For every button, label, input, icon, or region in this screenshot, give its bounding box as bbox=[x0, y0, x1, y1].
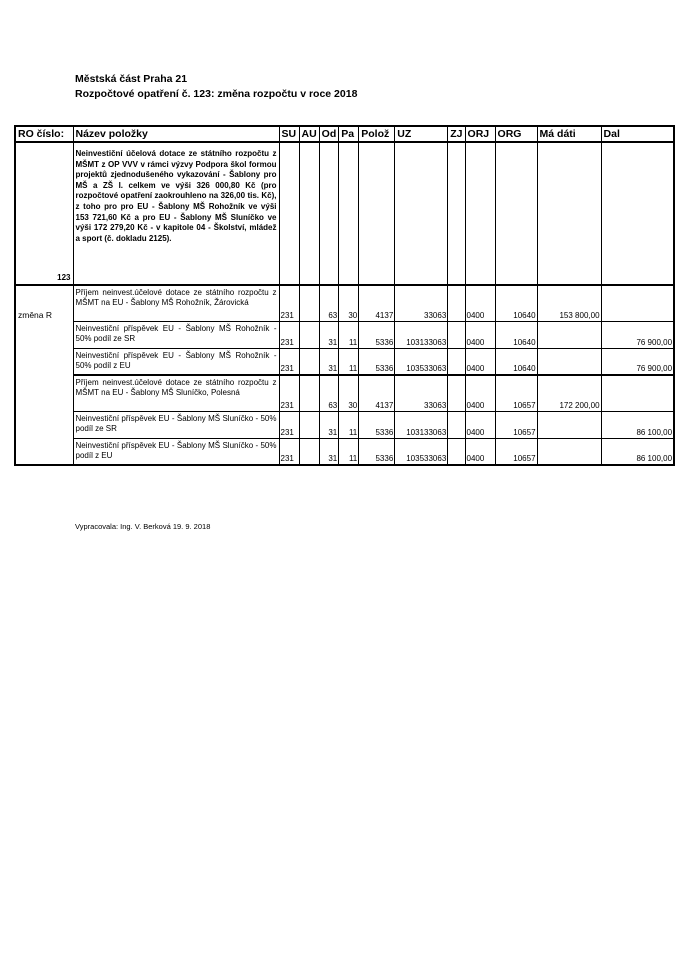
cell-dal: 76 900,00 bbox=[601, 348, 674, 375]
cell-org: 10657 bbox=[495, 375, 537, 411]
row-name: Příjem neinvest.účelové dotace ze státního rozpočtu z MŠMT na EU - Šablony MŠ Rohožník, Žárovická bbox=[73, 285, 279, 321]
cell-org: 10657 bbox=[495, 411, 537, 438]
col-au: AU bbox=[299, 126, 319, 142]
cell-au bbox=[299, 375, 319, 411]
cell-zj bbox=[448, 375, 465, 411]
cell-su: 231 bbox=[279, 411, 299, 438]
cell-zj bbox=[448, 438, 465, 465]
cell-pa: 11 bbox=[339, 438, 359, 465]
cell-orj: 0400 bbox=[465, 321, 495, 348]
cell-od: 63 bbox=[319, 375, 339, 411]
cell-org: 10640 bbox=[495, 348, 537, 375]
document-title: Rozpočtové opatření č. 123: změna rozpočtu v roce 2018 bbox=[75, 88, 358, 100]
cell-ma-dati bbox=[537, 321, 601, 348]
prepared-by: Vypracovala: Ing. V. Berková 19. 9. 2018 bbox=[75, 522, 211, 531]
cell-polozka: 5336 bbox=[359, 411, 395, 438]
cell-polozka: 4137 bbox=[359, 375, 395, 411]
table-row bbox=[15, 285, 674, 321]
cell-ma-dati: 172 200,00 bbox=[537, 375, 601, 411]
cell-au bbox=[299, 438, 319, 465]
budget-table bbox=[14, 125, 675, 466]
col-dal: Dal bbox=[601, 126, 674, 142]
cell-zj bbox=[448, 348, 465, 375]
cell-zj bbox=[448, 321, 465, 348]
row-name: Neinvestiční příspěvek EU - Šablony MŠ Sluníčko - 50% podíl z EU bbox=[73, 438, 279, 465]
cell-ma-dati bbox=[537, 411, 601, 438]
row-name: Příjem neinvest.účelové dotace ze státního rozpočtu z MŠMT na EU - Šablony MŠ Sluníčko, Polesná bbox=[73, 375, 279, 411]
ro-number: 123 bbox=[15, 142, 73, 285]
cell-dal bbox=[601, 285, 674, 321]
col-od: Od bbox=[319, 126, 339, 142]
col-name: Název položky bbox=[73, 126, 279, 142]
cell-orj: 0400 bbox=[465, 348, 495, 375]
col-zj: ZJ bbox=[448, 126, 465, 142]
intro-row bbox=[15, 142, 674, 285]
cell-orj: 0400 bbox=[465, 438, 495, 465]
cell-od: 31 bbox=[319, 438, 339, 465]
cell-pa: 11 bbox=[339, 348, 359, 375]
cell-au bbox=[299, 348, 319, 375]
row-name: Neinvestiční příspěvek EU - Šablony MŠ Rohožník - 50% podíl z EU bbox=[73, 348, 279, 375]
cell-uz: 33063 bbox=[395, 285, 448, 321]
col-ro: RO číslo: bbox=[15, 126, 73, 142]
cell-su: 231 bbox=[279, 285, 299, 321]
cell-org: 10640 bbox=[495, 285, 537, 321]
cell-polozka: 5336 bbox=[359, 348, 395, 375]
cell-od: 31 bbox=[319, 348, 339, 375]
cell-ma-dati bbox=[537, 438, 601, 465]
table-header-row bbox=[15, 126, 674, 142]
table-row bbox=[15, 411, 674, 438]
table-row bbox=[15, 438, 674, 465]
cell-polozka: 5336 bbox=[359, 321, 395, 348]
cell-au bbox=[299, 321, 319, 348]
cell-ma-dati bbox=[537, 348, 601, 375]
cell-od: 31 bbox=[319, 321, 339, 348]
col-polozka: Polož bbox=[359, 126, 395, 142]
cell-od: 31 bbox=[319, 411, 339, 438]
cell-zj bbox=[448, 285, 465, 321]
municipality-title: Městská část Praha 21 bbox=[75, 73, 188, 85]
row-name: Neinvestiční příspěvek EU - Šablony MŠ Sluníčko - 50% podíl ze SR bbox=[73, 411, 279, 438]
cell-su: 231 bbox=[279, 348, 299, 375]
table-row bbox=[15, 321, 674, 348]
cell-polozka: 4137 bbox=[359, 285, 395, 321]
cell-uz: 103133063 bbox=[395, 321, 448, 348]
col-ma-dati: Má dáti bbox=[537, 126, 601, 142]
table-row bbox=[15, 375, 674, 411]
cell-uz: 33063 bbox=[395, 375, 448, 411]
cell-pa: 11 bbox=[339, 321, 359, 348]
intro-description: Neinvestiční účelová dotace ze státního rozpočtu z MŠMT z OP VVV v rámci výzvy Podpora škol formou projektů zjednodušeného vykazování - Šablony pro MŠ a ZŠ I. celkem ve výši 326 000,80 Kč (pro rozpočtové opatření zaokrouhleno na 326,00 tis. Kč), z toho pro pro EU - Šablony MŠ Rohožník ve výši 153 721,60 Kč a pro EU - Šablony MŠ Sluníčko ve výši 172 279,20 Kč - v kapitole 04 - Školství, mládež a sport (č. dokladu 2125). bbox=[73, 142, 279, 285]
col-su: SU bbox=[279, 126, 299, 142]
cell-uz: 103533063 bbox=[395, 348, 448, 375]
cell-au bbox=[299, 411, 319, 438]
cell-uz: 103133063 bbox=[395, 411, 448, 438]
cell-uz: 103533063 bbox=[395, 438, 448, 465]
cell-org: 10640 bbox=[495, 321, 537, 348]
cell-od: 63 bbox=[319, 285, 339, 321]
cell-orj: 0400 bbox=[465, 285, 495, 321]
cell-org: 10657 bbox=[495, 438, 537, 465]
group-label: změna R bbox=[15, 285, 73, 465]
cell-zj bbox=[448, 411, 465, 438]
cell-pa: 30 bbox=[339, 375, 359, 411]
cell-orj: 0400 bbox=[465, 411, 495, 438]
cell-pa: 30 bbox=[339, 285, 359, 321]
table-row bbox=[15, 348, 674, 375]
col-uz: UZ bbox=[395, 126, 448, 142]
cell-dal: 86 100,00 bbox=[601, 411, 674, 438]
cell-su: 231 bbox=[279, 321, 299, 348]
cell-su: 231 bbox=[279, 375, 299, 411]
cell-au bbox=[299, 285, 319, 321]
cell-dal: 76 900,00 bbox=[601, 321, 674, 348]
cell-pa: 11 bbox=[339, 411, 359, 438]
row-name: Neinvestiční příspěvek EU - Šablony MŠ Rohožník - 50% podíl ze SR bbox=[73, 321, 279, 348]
cell-dal: 86 100,00 bbox=[601, 438, 674, 465]
cell-ma-dati: 153 800,00 bbox=[537, 285, 601, 321]
cell-polozka: 5336 bbox=[359, 438, 395, 465]
cell-orj: 0400 bbox=[465, 375, 495, 411]
cell-dal bbox=[601, 375, 674, 411]
col-orj: ORJ bbox=[465, 126, 495, 142]
cell-su: 231 bbox=[279, 438, 299, 465]
col-org: ORG bbox=[495, 126, 537, 142]
col-pa: Pa bbox=[339, 126, 359, 142]
